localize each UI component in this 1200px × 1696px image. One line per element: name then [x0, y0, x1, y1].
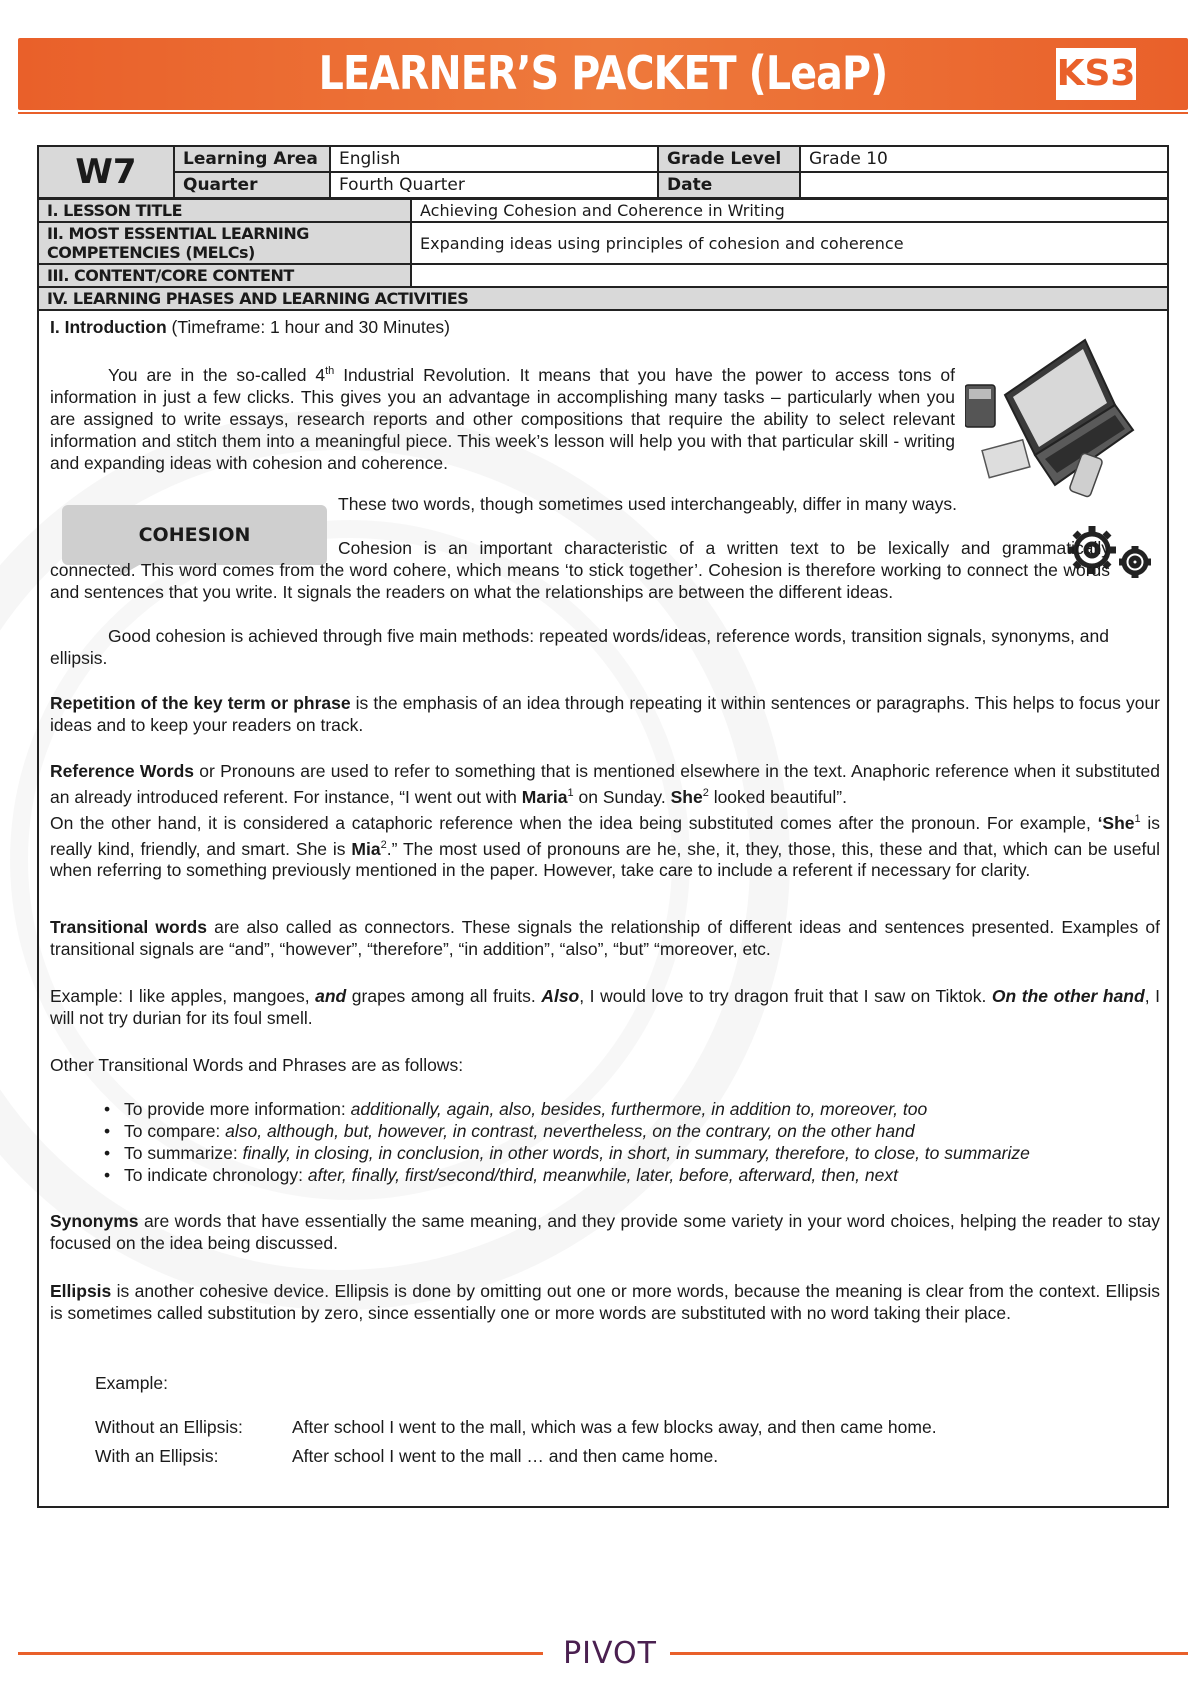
content-value: [411, 264, 1168, 287]
transitional-ex-a: Example: I like apples, mangoes,: [50, 986, 316, 1006]
ellipsis-without-text: After school I went to the mall, which was a few blocks away, and then came home.: [292, 1417, 937, 1437]
grade-level-value: Grade 10: [800, 146, 1168, 172]
reference-term: Reference Words: [50, 761, 195, 781]
list-item: [92, 1142, 1162, 1164]
transitional-example: [50, 985, 1160, 1029]
ellipsis-with-text: After school I went to the mall … and then came home.: [292, 1446, 719, 1466]
intro-p1-sup: th: [325, 365, 335, 377]
intro-paragraph-1: [50, 360, 955, 474]
reference-text5: is really kind, friendly, and smart. She is: [50, 812, 1161, 859]
synonyms-paragraph: [50, 1210, 1160, 1254]
transitional-ex-other-hand: On the other hand: [991, 986, 1145, 1006]
intro-paragraph-2: [338, 493, 1030, 515]
list-item: [92, 1098, 1162, 1120]
header-table: [37, 145, 1169, 199]
melc-label: II. MOST ESSENTIAL LEARNING COMPETENCIES (MELCs): [38, 222, 411, 264]
intro-timeframe: (Timeframe: 1 hour and 30 Minutes): [166, 317, 451, 337]
transitional-ex-b: grapes among all fruits.: [346, 986, 542, 1006]
date-label: Date: [658, 172, 800, 198]
reference-text3: looked beautiful”.: [708, 786, 847, 807]
transitional-ex-d: , I will not try durian for its foul smell.: [50, 986, 1160, 1028]
footer-line-left: [18, 1652, 543, 1655]
list-item-lead: To provide more information:: [124, 1099, 351, 1119]
week-cell: W7: [38, 146, 174, 198]
intro-paragraph-4: [50, 625, 1160, 669]
ellipsis-text: is another cohesive device. Ellipsis is done by omitting out one or more words, because the meaning is clear from the context. Ellipsis is sometimes called substitution by zero, since essentially one or more words are substituted with no word taking their place.: [50, 1281, 1160, 1323]
reference-sup1: 1: [567, 787, 574, 799]
intro-p1-b: Industrial Revolution. It means that you have the power to access tons of information in just a few clicks. This gives you an advantage in accomplishing many tasks – particularly when you are assigned to write essays, research reports and other compositions that require the ability to select relevant information and stitch them into a meaningful piece. This week’s lesson will help you with that particular skill - writing and expanding ideas with cohesion and coherence.: [50, 364, 955, 473]
lesson-title-value: Achieving Cohesion and Coherence in Writing: [411, 199, 1168, 222]
list-item: [92, 1120, 1162, 1142]
banner-underline: [18, 112, 1188, 114]
pivot-logo: PIVOT: [563, 1636, 657, 1671]
reference-sup2: 2: [702, 787, 709, 799]
ellipsis-paragraph: [50, 1280, 1160, 1324]
ellipsis-term: Ellipsis: [50, 1281, 112, 1301]
learning-area-label: Learning Area: [174, 146, 330, 172]
reference-she-quoted: ‘She: [1097, 812, 1135, 833]
ellipsis-without-label: Without an Ellipsis:: [95, 1417, 243, 1437]
reference-paragraph: [50, 760, 1160, 881]
laptop-illustration: [965, 335, 1140, 505]
header-banner: [18, 38, 1188, 110]
list-item: [92, 1164, 1162, 1186]
learning-area-value: English: [330, 146, 658, 172]
footer-line-right: [670, 1652, 1188, 1655]
list-item-lead: To indicate chronology:: [124, 1165, 308, 1185]
repetition-paragraph: [50, 692, 1160, 736]
transitional-ex-also: Also: [541, 986, 580, 1006]
reference-text2: on Sunday.: [573, 786, 671, 807]
reference-text6: .” The most used of pronouns are he, she, it, they, those, this, these and that, which can be useful when referring to something previously mentioned in the paper. However, take care to include a referent if necessary for clarity.: [50, 838, 1160, 881]
quarter-label: Quarter: [174, 172, 330, 198]
list-item-examples: also, although, but, however, in contrast, nevertheless, on the contrary, on the other hand: [225, 1121, 915, 1141]
transitional-term: Transitional words: [50, 917, 207, 937]
transitional-list: [92, 1098, 1162, 1186]
synonyms-term: Synonyms: [50, 1211, 139, 1231]
reference-text1: or Pronouns are used to refer to something that is mentioned elsewhere in the text. Anaphoric reference when it substituted an already introduced referent. For instance, “I went out with: [50, 761, 1160, 807]
intro-p2: These two words, though sometimes used interchangeably, differ in many ways.: [338, 494, 957, 514]
repetition-text: is the emphasis of an idea through repeating it within sentences or paragraphs. This helps to focus your ideas and to keep your readers on track.: [50, 693, 1160, 735]
reference-sup3: 1: [1134, 812, 1141, 825]
lesson-title-label: I. LESSON TITLE: [38, 199, 411, 222]
list-item-examples: additionally, again, also, besides, furthermore, in addition to, moreover, too: [350, 1099, 928, 1119]
list-item-lead: To compare:: [124, 1121, 226, 1141]
banner-title: LEARNER’S PACKET (LeaP): [318, 46, 888, 100]
sections-table: [37, 198, 1169, 311]
reference-sup4: 2: [380, 838, 387, 851]
ks3-badge: KS3: [1056, 48, 1136, 100]
list-item-examples: finally, in closing, in conclusion, in other words, in short, in summary, therefore, to close, to summarize: [242, 1143, 1030, 1163]
list-item-lead: To summarize:: [124, 1143, 243, 1163]
melc-value: Expanding ideas using principles of cohesion and coherence: [411, 222, 1168, 264]
intro-p4: Good cohesion is achieved through five main methods: repeated words/ideas, reference words, transition signals, synonyms, and ellipsis.: [50, 626, 1109, 668]
intro-p3: Cohesion is an important characteristic of a written text to be lexically and grammatically connected. This word comes from the word cohere, which means ‘to stick together’. Cohesion is therefore working to connect the words and sentences that you write. It signals the readers on what the relationships are between the different ideas.: [50, 538, 1110, 602]
reference-text4: On the other hand, it is considered a cataphoric reference when the idea being substituted comes after the pronoun. For example,: [50, 812, 1098, 833]
list-item-examples: after, finally, first/second/third, meanwhile, later, before, afterward, then, next: [307, 1165, 898, 1185]
cohesion-callout-label: COHESION: [138, 524, 251, 546]
reference-she: She: [670, 786, 703, 807]
repetition-term: Repetition of the key term or phrase: [50, 693, 351, 713]
content-label: III. CONTENT/CORE CONTENT: [38, 264, 411, 287]
synonyms-text: are words that have essentially the same meaning, and they provide some variety in your word choices, helping the reader to stay focused on the idea being discussed.: [50, 1211, 1160, 1253]
ellipsis-example-label: Example:: [95, 1373, 168, 1393]
transitional-others: Other Transitional Words and Phrases are as follows:: [50, 1055, 464, 1075]
quarter-value: Fourth Quarter: [330, 172, 658, 198]
transitional-ex-c: , I would love to try dragon fruit that I saw on Tiktok.: [579, 986, 992, 1006]
reference-maria: Maria: [521, 786, 568, 807]
transitional-text: are also called as connectors. These signals the relationship of different ideas and sentences presented. Examples of transitional signals are “and”, “however”, “therefore”, “in addition”, “also”, “but” “moreover, etc.: [50, 917, 1160, 959]
intro-paragraph-3: [50, 537, 1160, 603]
grade-level-label: Grade Level: [658, 146, 800, 172]
phases-label: IV. LEARNING PHASES AND LEARNING ACTIVITIES: [38, 287, 1168, 310]
reference-mia: Mia: [351, 838, 381, 859]
transitional-ex-and: and: [315, 986, 347, 1006]
date-value: [800, 172, 1168, 198]
intro-heading: I. Introduction: [50, 317, 167, 337]
ellipsis-with-label: With an Ellipsis:: [95, 1446, 219, 1466]
intro-p1-a: You are in the so-called 4: [108, 364, 326, 385]
transitional-paragraph: [50, 916, 1160, 960]
